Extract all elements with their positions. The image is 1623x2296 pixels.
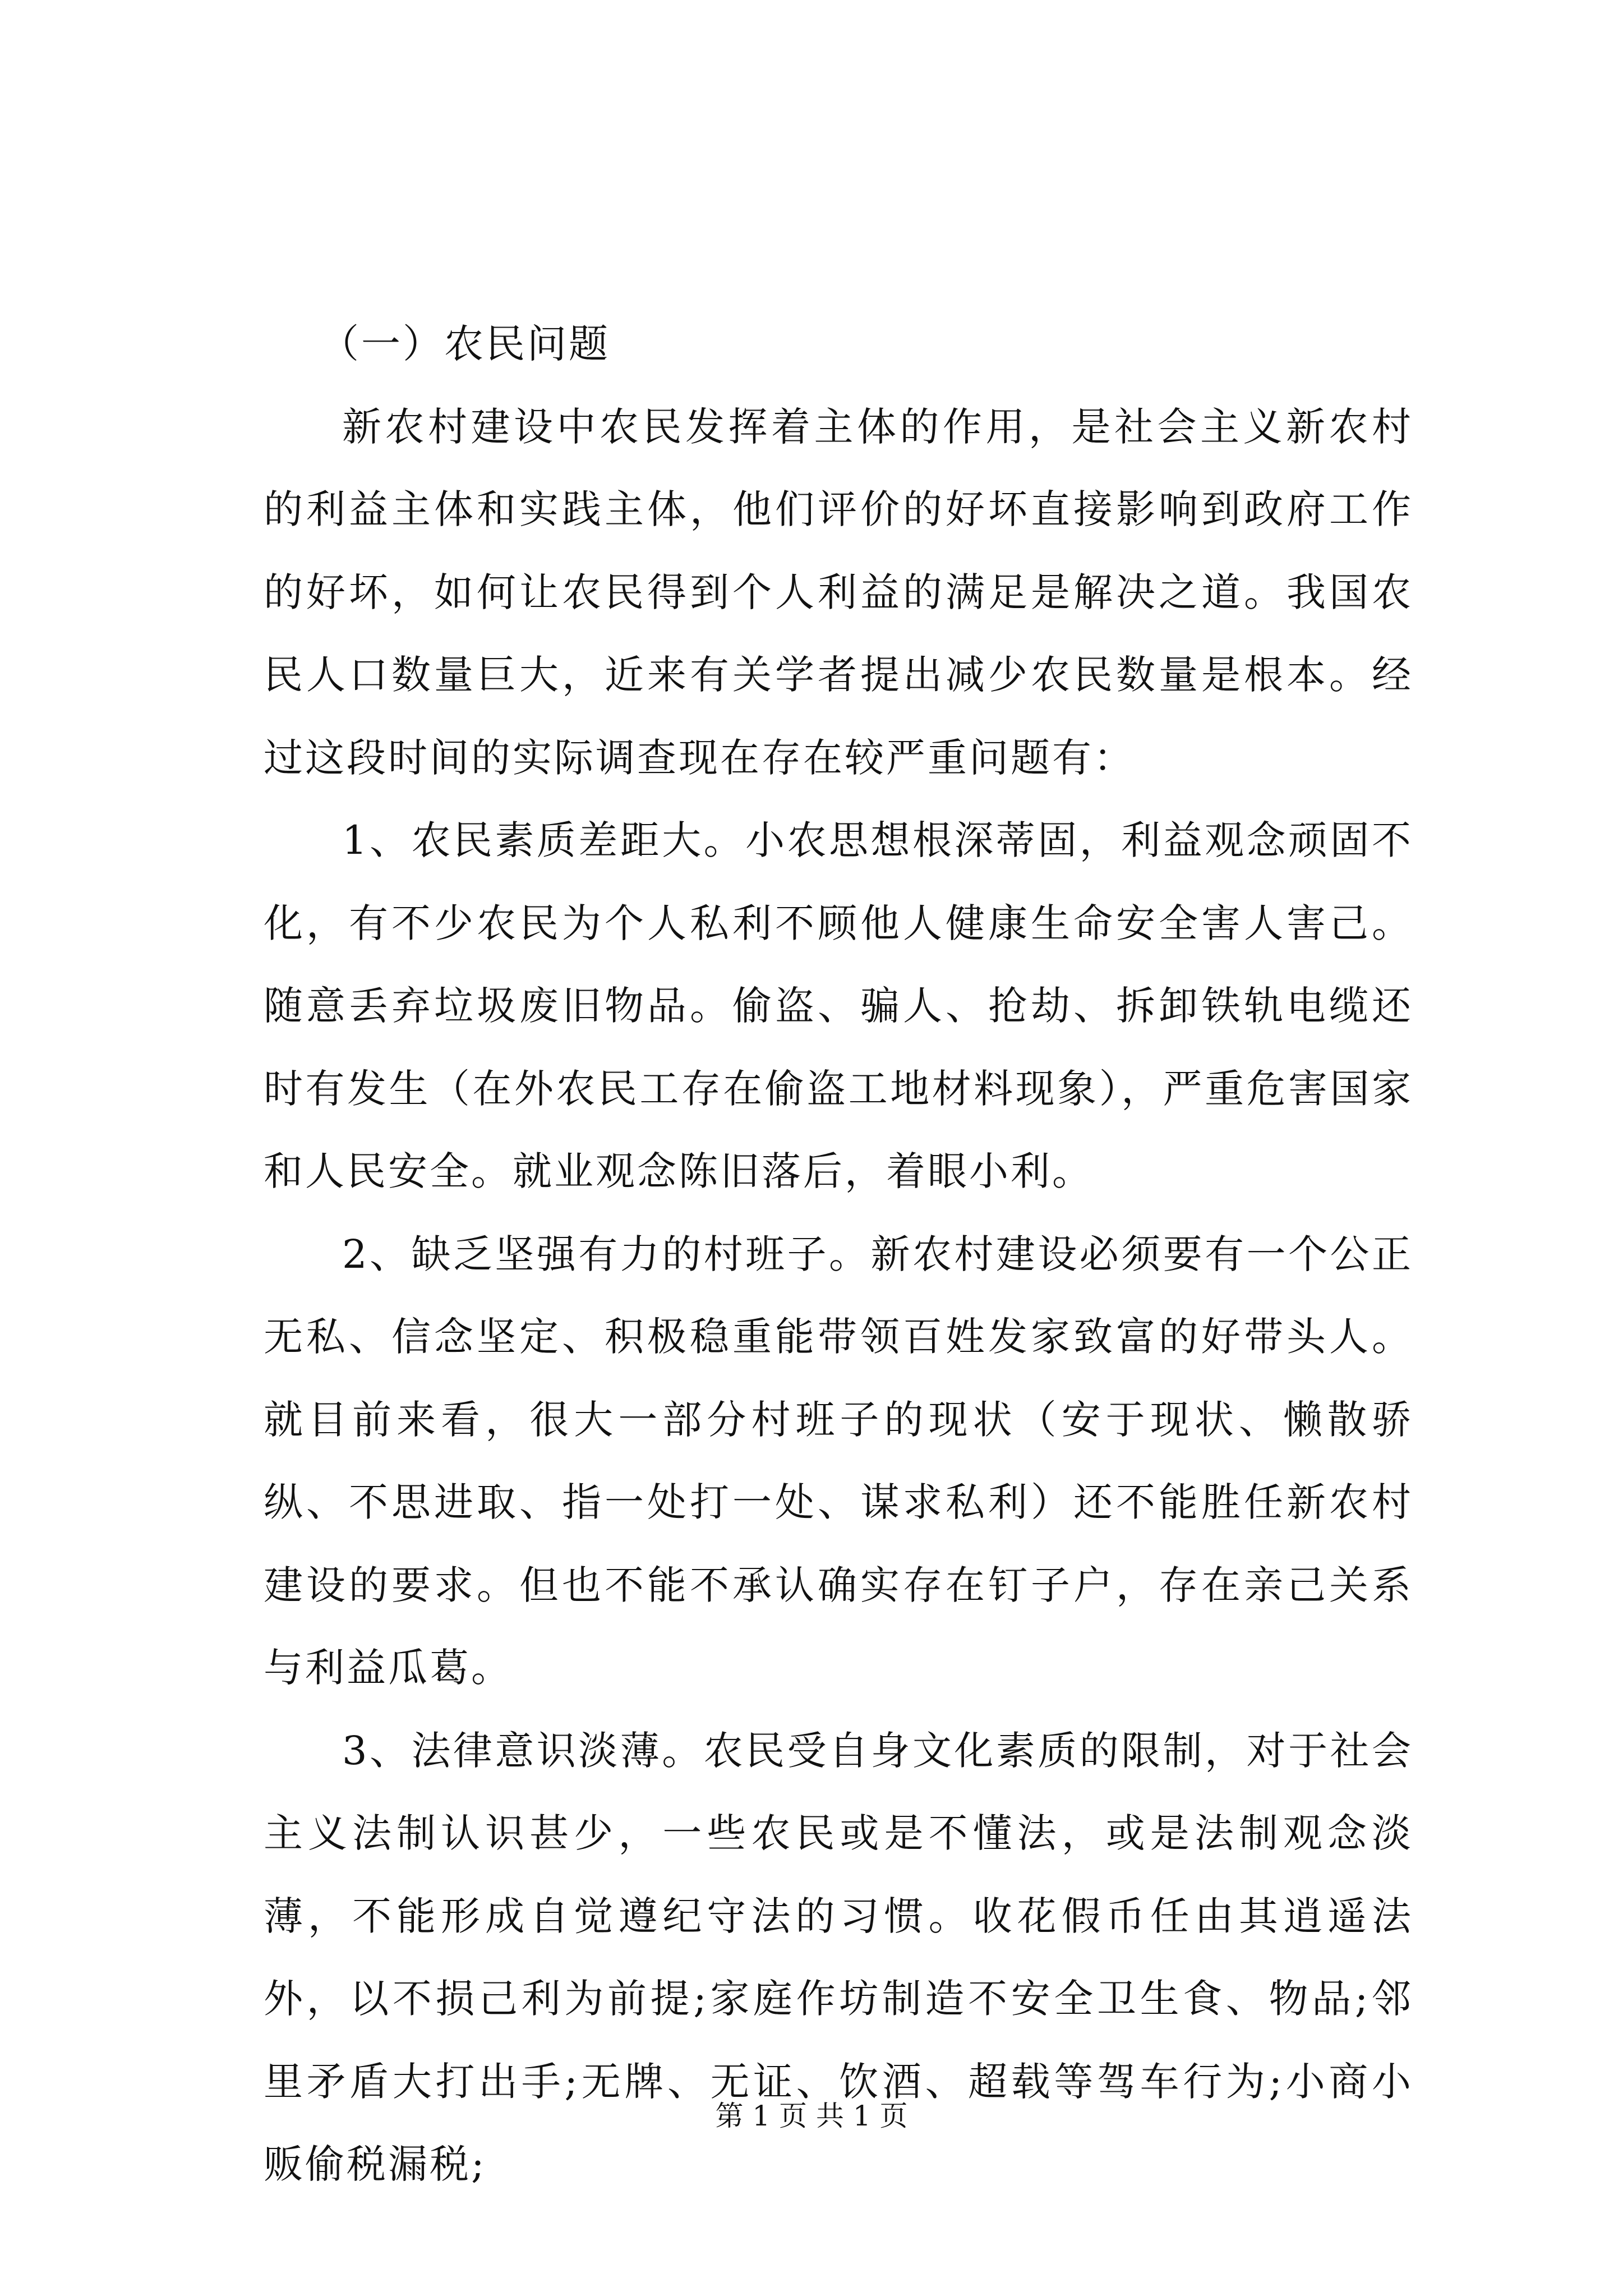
paragraph-item-3: 3、法律意识淡薄。农民受自身文化素质的限制，对于社会主义法制认识甚少，一些农民或是不懂法，或是法制观念淡薄，不能形成自觉遵纪守法的习惯。收花假币任由其逍遥法外，以不损己利为前提;家庭作坊制造不安全卫生食、物品;邻里矛盾大打出手;无牌、无证、饮酒、超载等驾车行为;小商小贩偷税漏税; — [264, 1727, 1413, 2187]
paragraph-item-1: 1、农民素质差距大。小农思想根深蒂固，利益观念顽固不化，有不少农民为个人私利不顾他人健康生命安全害人害己。随意丢弃垃圾废旧物品。偷盗、骗人、抢劫、拆卸铁轨电缆还时有发生（在外农民工存在偷盗工地材料现象），严重危害国家和人民安全。就业观念陈旧落后，着眼小利。 — [264, 817, 1413, 1194]
page-footer: 第 1 页 共 1 页 — [715, 2100, 908, 2132]
body-text — [264, 303, 1413, 2206]
paragraph-intro: 新农村建设中农民发挥着主体的作用，是社会主义新农村的利益主体和实践主体，他们评价的好坏直接影响到政府工作的好坏，如何让农民得到个人利益的满足是解决之道。我国农民人口数量巨大，近来有关学者提出减少农民数量是根本。经过这段时间的实际调查现在存在较严重问题有： — [264, 403, 1413, 781]
paragraph-item-2: 2、缺乏坚强有力的村班子。新农村建设必须要有一个公正无私、信念坚定、积极稳重能带领百姓发家致富的好带头人。就目前来看，很大一部分村班子的现状（安于现状、懒散骄纵、不思进取、指一处打一处、谋求私利）还不能胜任新农村建设的要求。但也不能不承认确实存在钉子户，存在亲己关系与利益瓜葛。 — [264, 1231, 1413, 1691]
section-heading: （一）农民问题 — [320, 321, 610, 367]
